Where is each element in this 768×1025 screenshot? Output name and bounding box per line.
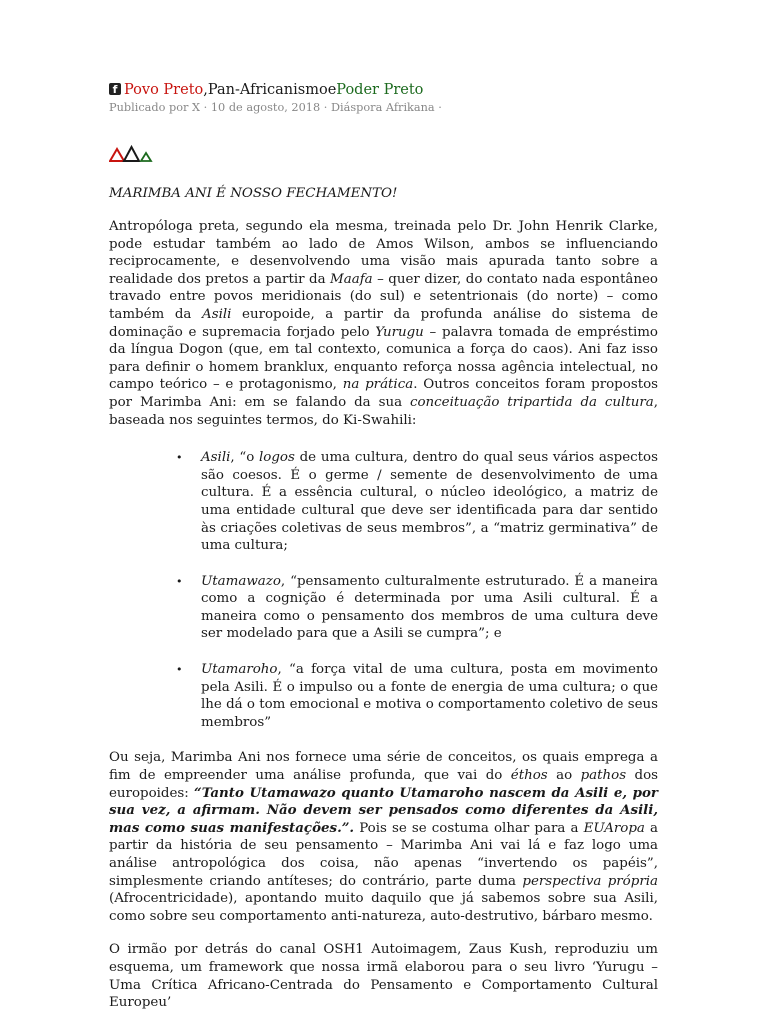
list-item-asili: • Asili, “o logos de uma cultura, dentro do qual seus vários aspectos são coesos. É o germe / semente de desenvolvimento de uma cultura. É a essência cultural, o núcleo ideológico, a matriz de uma entidade cultural que deve ser identificada para dar sentido às criações coletivas de seus membros”, a “matriz germinativa” de uma cultura; [176,450,658,554]
triangle-logo [109,141,658,163]
category-link-povo-preto[interactable]: Povo Preto [124,82,204,98]
intro-paragraph: Antropóloga preta, segundo ela mesma, treinada pelo Dr. John Henrik Clarke, pode estudar também ao lado de Amos Wilson, ambos se influenciando reciprocamente, e desenvolvendo uma visão mais apurada tanto sobre a realidade dos pretos a partir da Maafa – quer dizer, do contato nada espontâneo travado entre povos meridionais (do sul) e setentrionais (do norte) – como também da Asili europoide, a partir da profunda análise do sistema de dominação e supremacia forjado pelo Yurugu – palavra tomada de empréstimo da língua Dogon (que, em tal contexto, comunica a força do caos). Ani faz isso para definir o homem branklux, enquanto reforça nossa agência intelectual, no campo teórico – e protagonismo, na prática. Outros conceitos foram propostos por Marimba Ani: em se falando da sua conceituação tripartida da cultura, baseada nos seguintes termos, do Ki-Swahili: [109,219,659,428]
bullet-icon: • [176,663,183,677]
list-item-utamawazo: • Utamawazo, “pensamento culturalmente estruturado. É a maneira como a cognição é determinada por uma Asili cultural. É a maneira como o pensamento dos membros de uma cultura deve ser modelado para que a Asili se cumpra”; e [176,573,658,642]
document-page [109,80,658,1025]
triangle-icon [110,149,124,161]
post-meta: Publicado por X · 10 de agosto, 2018 · Diáspora Afrikana · [109,101,442,114]
category-link-pan-africanismo[interactable]: Pan-Africanismo [207,82,328,98]
triangle-icon [124,147,139,161]
analysis-paragraph: Ou seja, Marimba Ani nos fornece uma série de conceitos, os quais emprega a fim de empreender uma análise profunda, que vai do éthos ao pathos dos europoides: “Tanto Utamawazo quanto Utamaroho nascem da Asili e, por sua vez, a afirmam. Não devem ser pensados como diferentes da Asili, mas como suas manifestações.”. Pois se se costuma olhar para a EUAropa a partir da história de seu pensamento – Marimba Ani vai lá e faz logo uma análise antropológica dos coisa, não apenas “invertendo os papéis”, simplesmente criando antíteses; do contrário, parte duma perspectiva própria (Afrocentricidade), apontando muito daquilo que já sabemos sobre sua Asili, como sobre seu comportamento anti-natureza, auto-destrutivo, bárbaro mesmo. [109,750,659,924]
facebook-icon: f [109,83,121,95]
triangle-icon [141,153,151,161]
closing-paragraph: O irmão por detrás do canal OSH1 Autoimagem, Zaus Kush, reproduziu um esquema, um framework que nossa irmã elaborou para o seu livro ‘Yurugu – Uma Crítica Africano-Centrada do Pensamento e Comportamento Cultural Europeu’ [109,942,658,1011]
bullet-icon: • [176,451,183,465]
article-heading: MARIMBA ANI É NOSSO FECHAMENTO! [109,186,398,201]
bullet-icon: • [176,574,183,588]
triangles-svg [109,141,169,163]
concepts-list [109,449,658,731]
title-conjunction: e [327,82,337,98]
list-item-utamaroho: • Utamaroho, “a força vital de uma cultura, posta em movimento pela Asili. É o impulso ou a fonte de energia de uma cultura; o que lhe dá o tom emocional e motiva o comportamento coletivo de seus membros” [176,662,658,730]
title-separator: , [203,82,208,98]
category-link-poder-preto[interactable]: Poder Preto [336,82,424,98]
quote-text: “Tanto Utamawazo quanto Utamaroho nascem da Asili e, por sua vez, a afirmam. Não devem ser pensados como diferentes da Asili, mas como suas manifestações.”. [109,784,658,836]
post-header [109,80,658,100]
